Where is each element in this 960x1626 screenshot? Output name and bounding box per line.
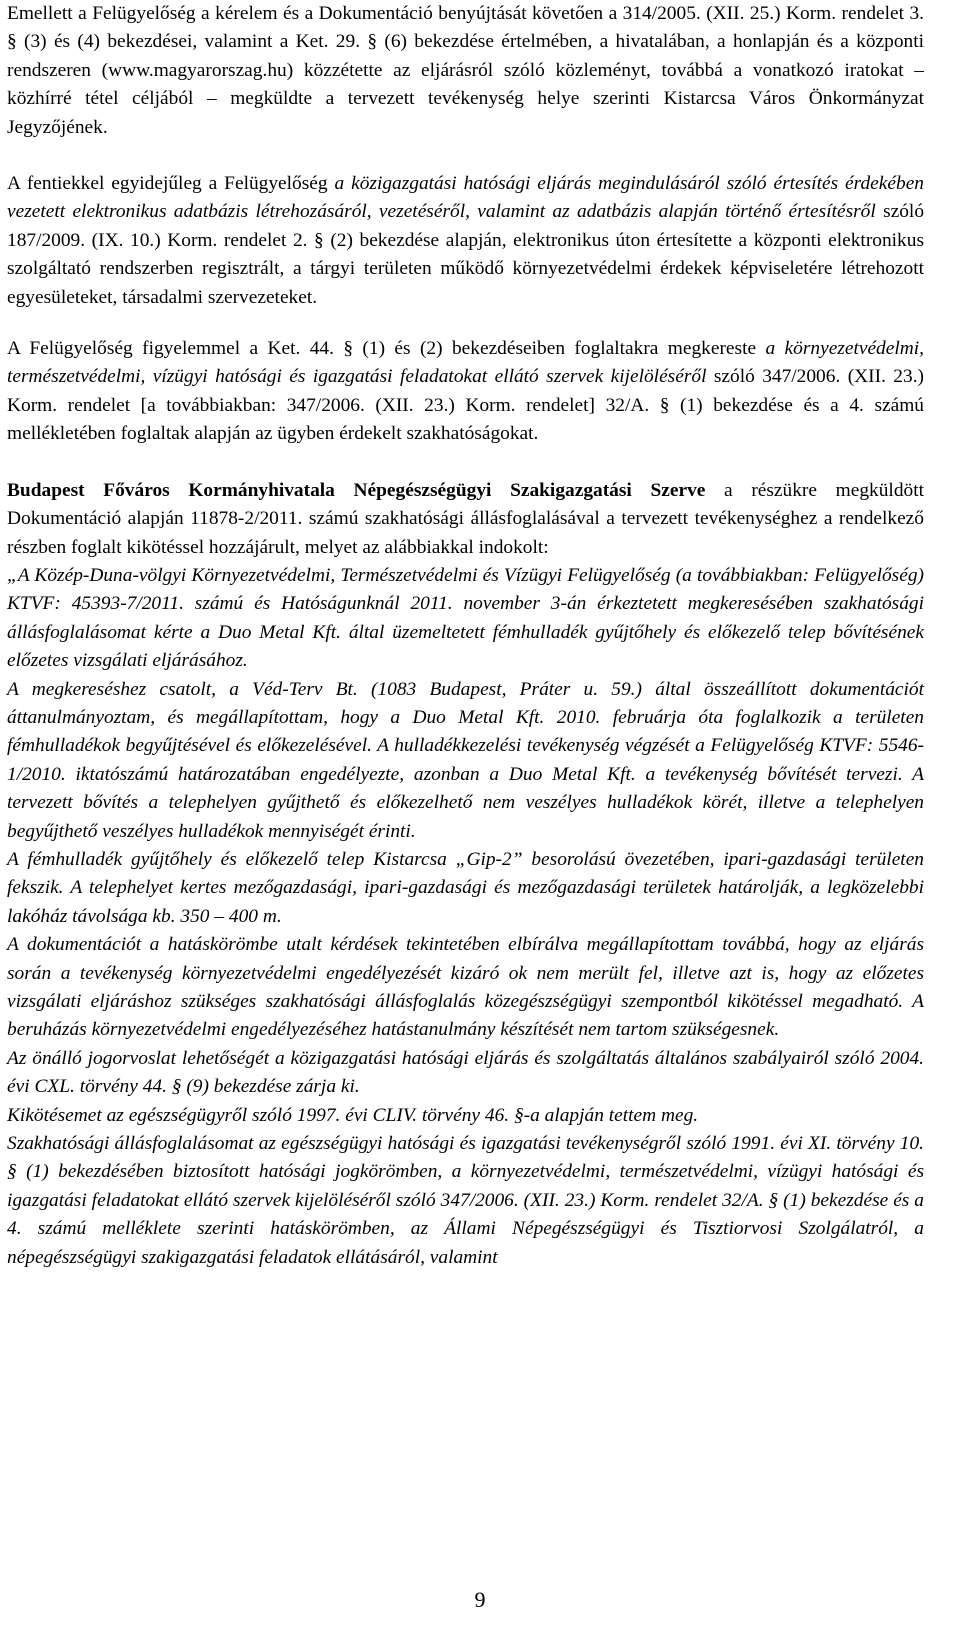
quote-paragraph: „A Közép-Duna-völgyi Környezetvédelmi, Természetvédelmi és Vízügyi Felügyelőség (a továbbiakban: Felügyelőség) KTVF: 45393-7/2011. számú és Hatóságunknál 2011. november 3-án érkeztetett megkeresésében szakhatósági állásfoglalásomat kérte a Duo Metal Kft. által üzemeltetett fémhulladék gyűjtőhely és előkezelő telep bővítésének előzetes vizsgálati eljárásához. <box>7 564 924 672</box>
text-span: A fentiekkel egyidejűleg a Felügyelőség <box>7 173 335 195</box>
decree-title-italic: a közigazgatási hatósági eljárás megindulásáról szóló értesítés érdekében vezetett elektronikus adatbázis létrehozásáról, vezetéséről, valamint az adatbázis alapján történő értesítésről <box>7 173 924 223</box>
authority-name-bold: Budapest Főváros Kormányhivatala Népegészségügyi Szakigazgatási Szerve <box>7 479 706 501</box>
paragraph-authorities <box>7 335 924 449</box>
text-span: A Felügyelőség figyelemmel a Ket. 44. § (1) és (2) bekezdéseiben foglaltakra megkereste <box>7 338 766 360</box>
paragraph-gap <box>7 312 924 335</box>
text-span: szóló 187/2009. (IX. 10.) Korm. rendelet 2. § (2) bekezdése alapján, elektronikus úton értesítette a központi elektronikus szolgáltató rendszerben regisztrált, a tárgyi területen működő környezetvédelmi érdekek képviseletére létrehozott egyesületeket, társadalmi szervezeteket. <box>7 201 925 308</box>
paragraph-electronic-notice <box>7 170 924 312</box>
document-page <box>7 0 924 1272</box>
quote-paragraph: Kikötésemet az egészségügyről szóló 1997. évi CLIV. törvény 46. §-a alapján tettem meg. <box>7 1104 699 1126</box>
text-span: a részükre megküldött Dokumentáció alapján 11878-2/2011. számú szakhatósági állásfoglalásával a tervezett tevékenységhez a rendelkező részben foglalt kikötéssel hozzájárult, melyet az alábbiakkal indokolt: <box>7 479 924 558</box>
paragraph-announcement: Emellett a Felügyelőség a kérelem és a Dokumentáció benyújtását követően a 314/2005. (XII. 25.) Korm. rendelet 3. § (3) és (4) bekezdései, valamint a Ket. 29. § (6) bekezdése értelmében, a hivatalában, a honlapján és a központi rendszeren (www.magyarorszag.hu) közzétette az eljárásról szóló közleményt, továbbá a vonatkozó iratokat – közhírré tétel céljából – megküldte a tervezett tevékenység helye szerinti Kistarcsa Város Önkormányzat Jegyzőjének. <box>7 3 924 138</box>
page-number: 9 <box>474 1587 486 1612</box>
quote-paragraph: A dokumentációt a hatáskörömbe utalt kérdések tekintetében elbírálva megállapítottam továbbá, hogy az eljárás során a tevékenység környezetvédelmi engedélyezését kizáró ok nem merült fel, illetve azt is, hogy az előzetes vizsgálati eljáráshoz szükséges szakhatósági állásfoglalás közegészségügyi szempontból kikötéssel megadható. A beruházás környezetvédelmi engedélyezéséhez hatástanulmány készítését nem tartom szükségesnek. <box>7 934 924 1041</box>
decree-title-italic: a környezetvédelmi, természetvédelmi, vízügyi hatósági és igazgatási feladatokat ellátó szervek kijelöléséről <box>7 338 924 388</box>
quote-paragraph: Szakhatósági állásfoglalásomat az egészségügyi hatósági és igazgatási tevékenységről szóló 1991. évi XI. törvény 10. § (1) bekezdésében biztosított hatósági jogkörömben, a környezetvédelmi, természetvédelmi, vízügyi hatósági és igazgatási feladatokat ellátó szervek kijelöléséről szóló 347/2006. (XII. 23.) Korm. rendelet 32/A. § (1) bekezdése és a 4. számú melléklete szerinti hatáskörömben, az Állami Népegészségügyi és Tisztiorvosi Szolgálatról, a népegészségügyi szakigazgatási feladatok ellátásáról, valamint <box>7 1133 924 1268</box>
paragraph-gap <box>7 142 924 170</box>
paragraph-health-authority <box>7 477 924 562</box>
quote-paragraph: A fémhulladék gyűjtőhely és előkezelő telep Kistarcsa „Gip-2” besorolású övezetében, ipari-gazdasági területen fekszik. A telephelyet kertes mezőgazdasági, ipari-gazdasági és mezőgazdasági területek határolják, a legközelebbi lakóház távolsága kb. 350 – 400 m. <box>7 848 924 927</box>
quoted-statement <box>7 562 924 1272</box>
text-span: szóló 347/2006. (XII. 23.) Korm. rendelet [a továbbiakban: 347/2006. (XII. 23.) Korm. rendelet] 32/A. § (1) bekezdése és a 4. számú mellékletében foglaltak alapján az ügyben érdekelt szakhatóságokat. <box>7 366 925 445</box>
paragraph-gap <box>7 449 924 477</box>
quote-paragraph: Az önálló jogorvoslat lehetőségét a közigazgatási hatósági eljárás és szolgáltatás általános szabályairól szóló 2004. évi CXL. törvény 44. § (9) bekezdése zárja ki. <box>7 1047 924 1098</box>
quote-paragraph: A megkereséshez csatolt, a Véd-Terv Bt. (1083 Budapest, Práter u. 59.) által összeállított dokumentációt áttanulmányoztam, és megállapítottam, hogy a Duo Metal Kft. 2010. februárja óta foglalkozik a területen fémhulladékok begyűjtésével és előkezelésével. A hulladékkezelési tevékenység végzését a Felügyelőség KTVF: 5546-1/2010. iktatószámú határozatában engedélyezte, azonban a Duo Metal Kft. a tevékenység bővítését tervezi. A tervezett bővítés a telephelyen gyűjthető és előkezelhető nem veszélyes hulladékok körét, illetve a telephelyen begyűjthető veszélyes hulladékok mennyiségét érinti. <box>7 678 924 842</box>
